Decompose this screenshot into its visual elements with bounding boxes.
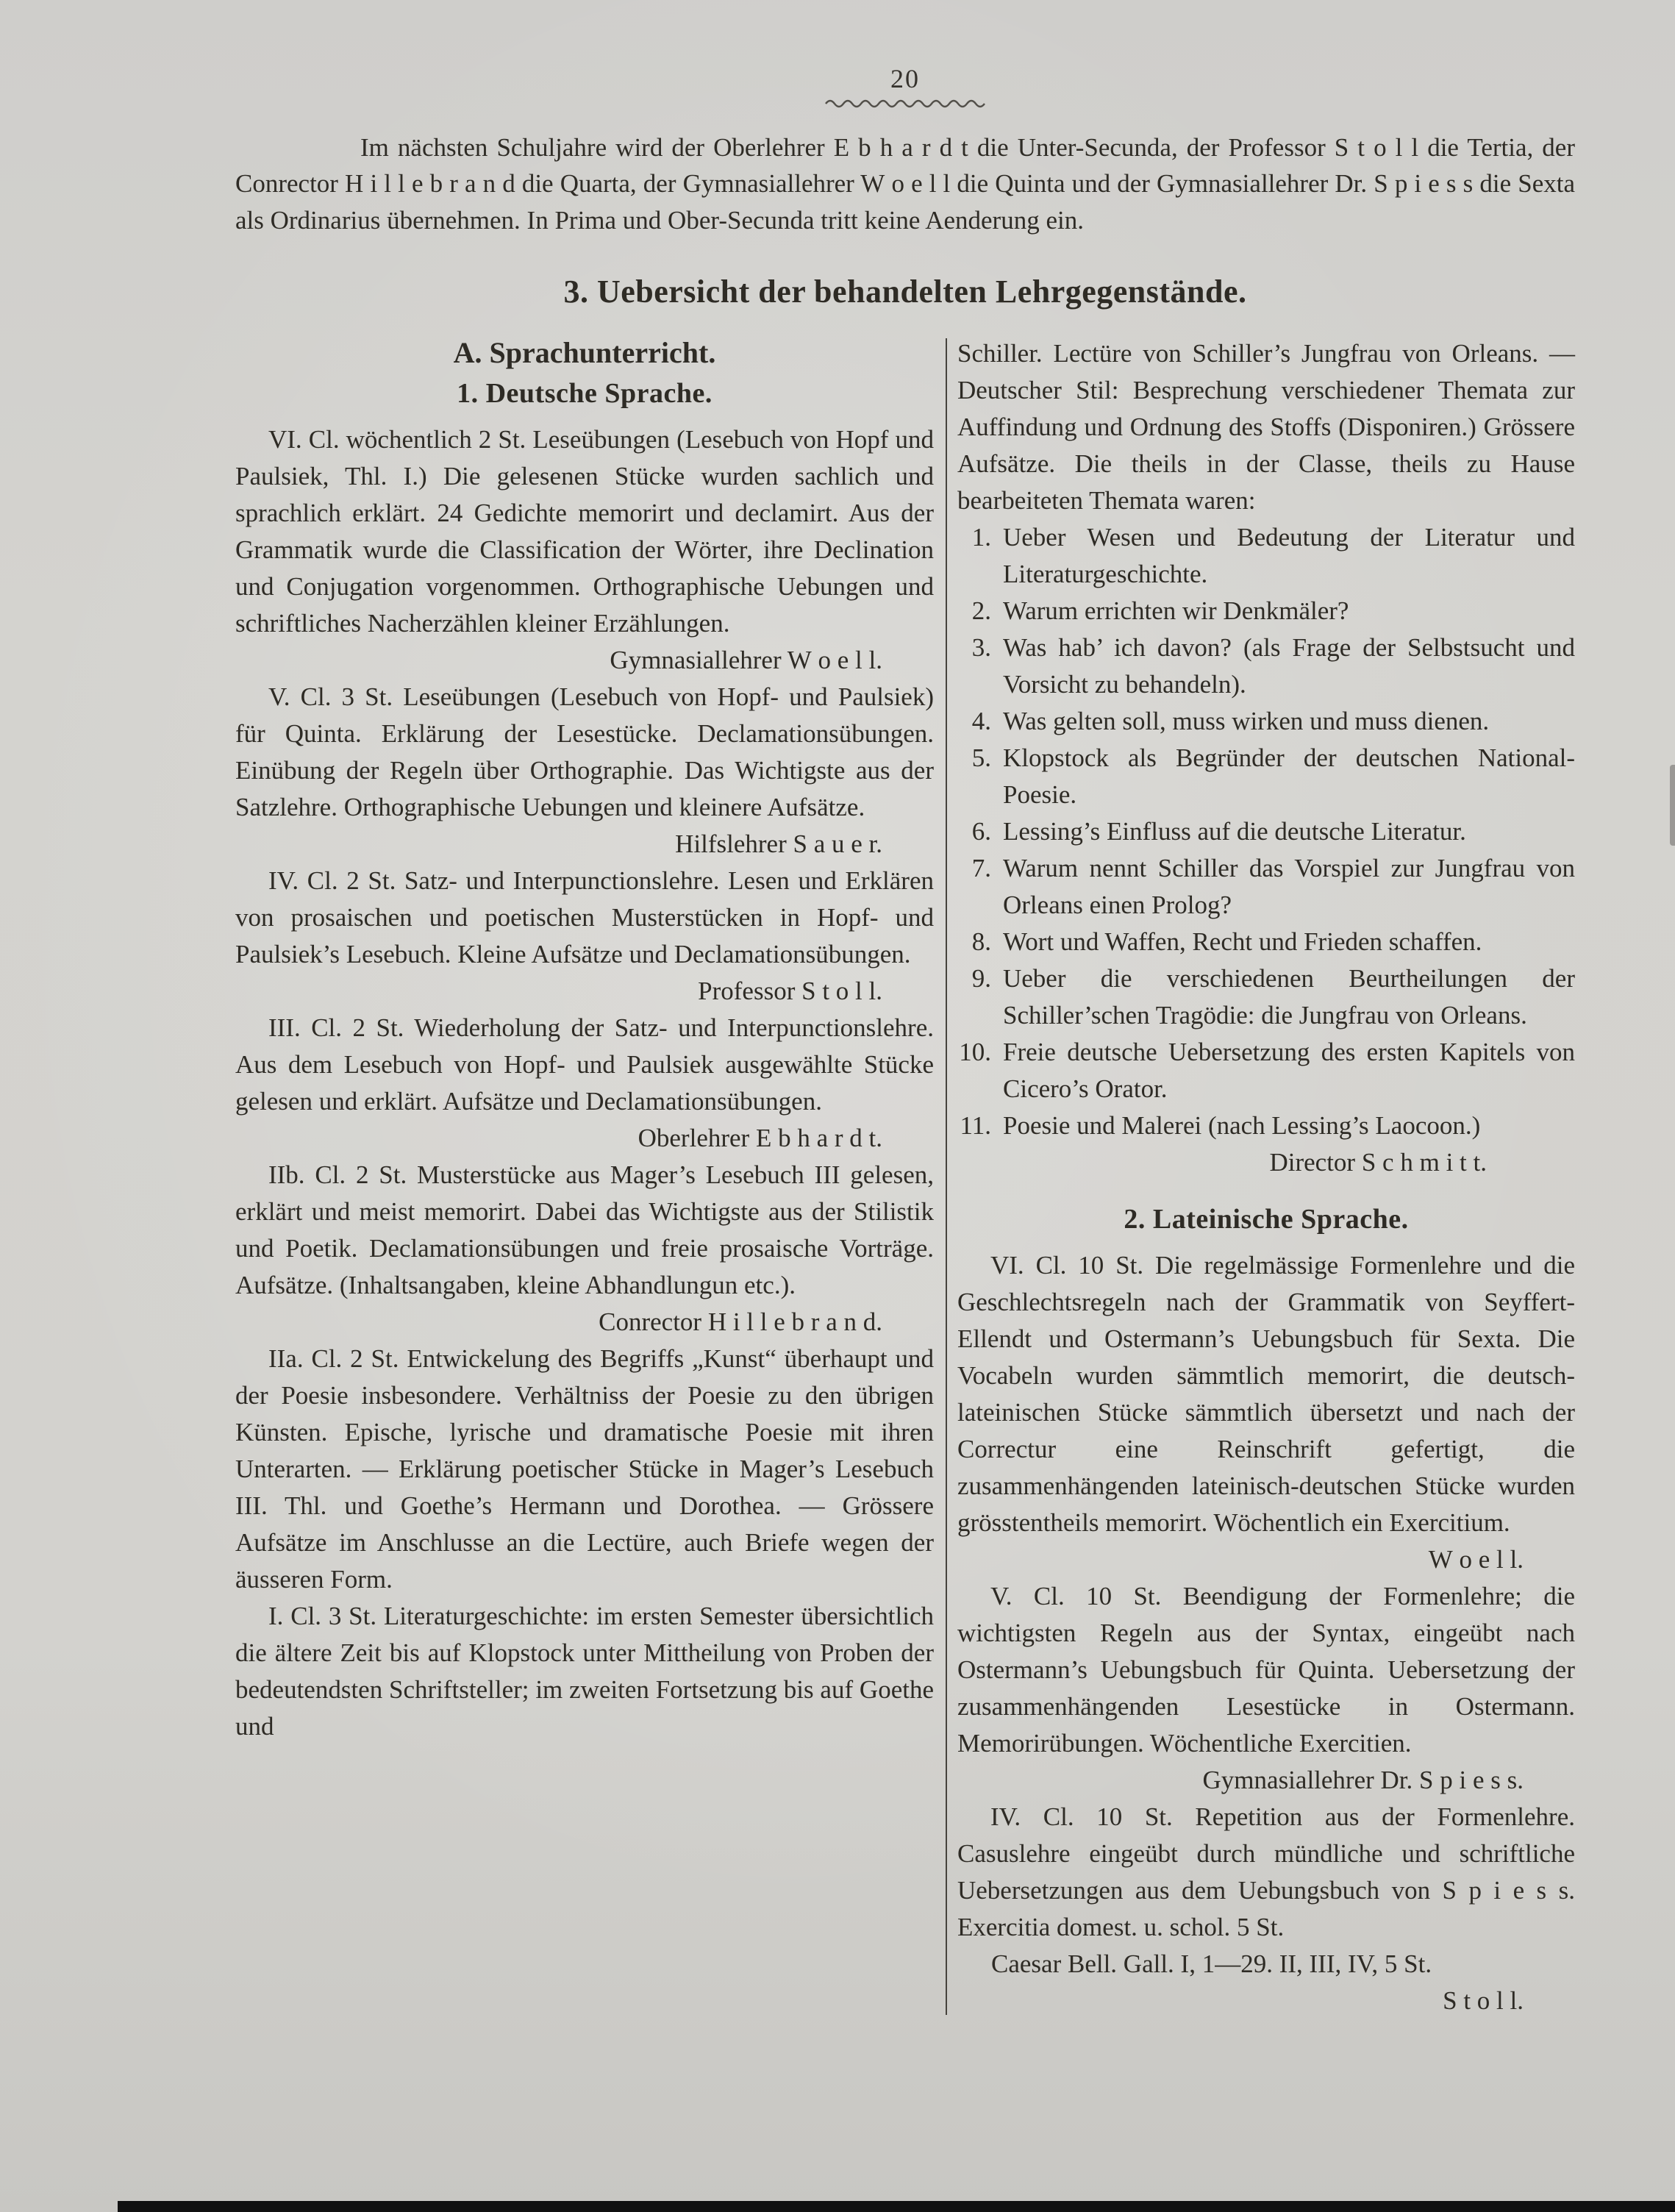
scan-smudge-artifact <box>1670 765 1675 846</box>
list-item <box>957 519 1575 593</box>
right-column <box>957 335 1575 2019</box>
scan-edge-artifact <box>118 2201 1675 2212</box>
list-item-text: Lessing’s Einfluss auf die deutsche Literatur. <box>1003 816 1466 846</box>
course-entry-vi <box>235 421 934 679</box>
list-item <box>957 1034 1575 1107</box>
language-heading-deutsch: 1. Deutsche Sprache. <box>457 377 712 409</box>
course-text: V. Cl. 3 St. Leseübungen (Lesebuch von Hopf- und Paulsiek) für Quinta. Erklärung der Lesestücke. Declamationsübungen. Einübung der Regeln über Orthographie. Das Wichtigste aus der Satzlehre. Orthographische Uebungen und kleinere Aufsätze. <box>235 682 934 821</box>
page-header <box>235 65 1575 109</box>
list-item-text: Warum errichten wir Denkmäler? <box>1003 596 1349 625</box>
list-item-text: Warum nennt Schiller das Vorspiel zur Jungfrau von Orleans einen Prolog? <box>1003 853 1575 919</box>
list-item-number: 4. <box>971 706 991 735</box>
course-entry-iv <box>235 863 934 1010</box>
list-item-text: Ueber die verschiedenen Beurtheilungen der Schiller’schen Tragödie: die Jungfrau von Orleans. <box>1003 963 1575 1030</box>
teacher-signature: Gymnasiallehrer W o e l l. <box>610 645 882 674</box>
list-item <box>957 703 1575 740</box>
course-text: V. Cl. 10 St. Beendigung der Formenlehre; die wichtigsten Regeln aus der Syntax, eingeübt nach Ostermann’s Uebungsbuch für Quinta. Uebersetzung der zusammenhängenden Lesestücke in Ostermann. Memorirübungen. Wöchentliche Exercitien. <box>957 1581 1575 1758</box>
list-item <box>957 850 1575 924</box>
teacher-signature: Professor S t o l l. <box>698 976 882 1005</box>
list-item <box>957 740 1575 813</box>
course-text-continuation: Schiller. Lectüre von Schiller’s Jungfrau von Orleans. — Deutscher Stil: Besprechung verschiedener Themata zur Auffindung und Ordnung des Stoffs (Disponiren.) Grössere Aufsätze. Die theils in der Classe, theils zu Hause bearbeiteten Themata waren: <box>957 338 1575 515</box>
essay-topics-list <box>957 519 1575 1144</box>
course-entry-latin-v <box>957 1578 1575 1799</box>
column-divider-rule <box>946 338 947 2015</box>
list-item-number: 11. <box>960 1110 991 1140</box>
course-entry-i <box>235 1598 934 1745</box>
list-item <box>957 960 1575 1034</box>
course-text: IIa. Cl. 2 St. Entwickelung des Begriffs „Kunst“ überhaupt und der Poesie insbesondere. Verhältniss der Poesie zu den übrigen Künsten. Epische, lyrische und dramatische Poesie mit ihren Unterarten. — Erklärung poetischer Stücke in Mager’s Lesebuch III. Thl. und Goethe’s Hermann und Dorothea. — Grössere Aufsätze im Anschlusse an die Lectüre, auch Briefe wegen der äusseren Form. <box>235 1344 934 1594</box>
language-heading-latein: 2. Lateinische Sprache. <box>1124 1203 1409 1235</box>
course-text: IIb. Cl. 2 St. Musterstücke aus Mager’s Lesebuch III gelesen, erklärt und meist memorirt. Dabei das Wichtigste aus der Stilistik und Poetik. Declamationsübungen und freie prosaische Vorträge. Aufsätze. (Inhaltsangaben, kleine Abhandlungun etc.). <box>235 1160 934 1299</box>
subject-heading-sprachunterricht: A. Sprachunterricht. <box>453 335 716 369</box>
list-item-text: Ueber Wesen und Bedeutung der Literatur und Literaturgeschichte. <box>1003 522 1575 588</box>
course-entry-iia <box>235 1341 934 1598</box>
list-item <box>957 924 1575 960</box>
list-item-number: 3. <box>971 632 991 662</box>
list-item <box>957 813 1575 850</box>
wavy-rule-ornament <box>824 97 987 109</box>
list-item-number: 7. <box>971 853 991 882</box>
two-column-layout <box>235 335 1575 2019</box>
list-item-text: Poesie und Malerei (nach Lessing’s Laocoon.) <box>1003 1110 1481 1140</box>
course-entry-latin-vi <box>957 1247 1575 1578</box>
list-item-number: 8. <box>971 927 991 956</box>
teacher-signature: Oberlehrer E b h a r d t. <box>638 1123 882 1152</box>
scanned-document-page <box>235 65 1575 2019</box>
list-item <box>957 1107 1575 1144</box>
course-text: I. Cl. 3 St. Literaturgeschichte: im ersten Semester übersichtlich die ältere Zeit bis auf Klopstock unter Mittheilung von Proben der bedeutendsten Schriftsteller; im zweiten Fortsetzung bis auf Goethe und <box>235 1601 934 1741</box>
list-item-text: Klopstock als Begründer der deutschen National-Poesie. <box>1003 743 1575 809</box>
course-text: IV. Cl. 2 St. Satz- und Interpunctionslehre. Lesen und Erklären von prosaischen und poetischen Musterstücken in Hopf- und Paulsiek’s Lesebuch. Kleine Aufsätze und Declamationsübungen. <box>235 866 934 968</box>
course-entry-iii <box>235 1010 934 1157</box>
list-item-text: Wort und Waffen, Recht und Frieden schaffen. <box>1003 927 1482 956</box>
list-item <box>957 593 1575 629</box>
list-item-number: 2. <box>971 596 991 625</box>
list-item-number: 5. <box>971 743 991 772</box>
list-item-number: 10. <box>959 1037 991 1066</box>
teacher-signature: Director S c h m i t t. <box>1269 1147 1487 1177</box>
intro-paragraph: Im nächsten Schuljahre wird der Oberlehrer E b h a r d t die Unter-Secunda, der Professor S t o l l die Tertia, der Conrector H i l l e b r a n d die Quarta, der Gymnasiallehrer W o e l l die Quinta und der Gymnasiallehrer Dr. S p i e s s die Sexta als Ordinarius übernehmen. In Prima und Ober-Secunda tritt keine Aenderung ein. <box>235 132 1575 235</box>
teacher-signature: Conrector H i l l e b r a n d. <box>599 1307 882 1336</box>
course-entry-v <box>235 679 934 863</box>
teacher-signature: S t o l l. <box>1443 1986 1524 2015</box>
list-item <box>957 629 1575 703</box>
page-number: 20 <box>890 64 920 93</box>
course-text: IV. Cl. 10 St. Repetition aus der Formenlehre. Casuslehre eingeübt durch mündliche und schriftliche Uebersetzungen aus dem Uebungsbuch von S p i e s s. Exercitia domest. u. schol. 5 St. <box>957 1802 1575 1941</box>
left-column <box>235 335 934 2019</box>
section-heading: 3. Uebersicht der behandelten Lehrgegenstände. <box>563 273 1247 310</box>
teacher-signature: W o e l l. <box>1428 1544 1524 1574</box>
course-text: VI. Cl. wöchentlich 2 St. Leseübungen (Lesebuch von Hopf und Paulsiek, Thl. I.) Die gelesenen Stücke wurden sachlich und sprachlich erklärt. 24 Gedichte memorirt und declamirt. Aus der Grammatik wurde die Classification der Wörter, ihre Declination und Conjugation vorgenommen. Orthographische Uebungen und schriftliches Nacherzählen kleiner Erzählungen. <box>235 424 934 638</box>
list-item-number: 6. <box>971 816 991 846</box>
list-item-number: 9. <box>971 963 991 993</box>
teacher-signature: Gymnasiallehrer Dr. S p i e s s. <box>1202 1765 1524 1794</box>
course-text: VI. Cl. 10 St. Die regelmässige Formenlehre und die Geschlechtsregeln nach der Grammatik von Seyffert-Ellendt und Ostermann’s Uebungsbuch für Sexta. Die Vocabeln wurden sämmtlich memorirt, die deutsch-lateinischen Stücke sämmtlich übersetzt und nach der Correctur eine Reinschrift gefertigt, die zusammenhängenden lateinisch-deutschen Stücke wurden grösstentheils memorirt. Wöchentlich ein Exercitium. <box>957 1250 1575 1537</box>
textbook-reference: Caesar Bell. Gall. I, 1—29. II, III, IV, 5 St. <box>991 1949 1432 1978</box>
list-item-text: Was hab’ ich davon? (als Frage der Selbstsucht und Vorsicht zu behandeln). <box>1003 632 1575 699</box>
list-item-number: 1. <box>971 522 991 552</box>
course-entry-latin-iv <box>957 1799 1575 2019</box>
list-item-text: Freie deutsche Uebersetzung des ersten Kapitels von Cicero’s Orator. <box>1003 1037 1575 1103</box>
list-item-text: Was gelten soll, muss wirken und muss dienen. <box>1003 706 1490 735</box>
course-text: III. Cl. 2 St. Wiederholung der Satz- und Interpunctionslehre. Aus dem Lesebuch von Hopf- und Paulsiek ausgewählte Stücke gelesen und erklärt. Aufsätze und Declamationsübungen. <box>235 1013 934 1116</box>
course-entry-iib <box>235 1157 934 1341</box>
teacher-signature: Hilfslehrer S a u e r. <box>675 829 882 858</box>
